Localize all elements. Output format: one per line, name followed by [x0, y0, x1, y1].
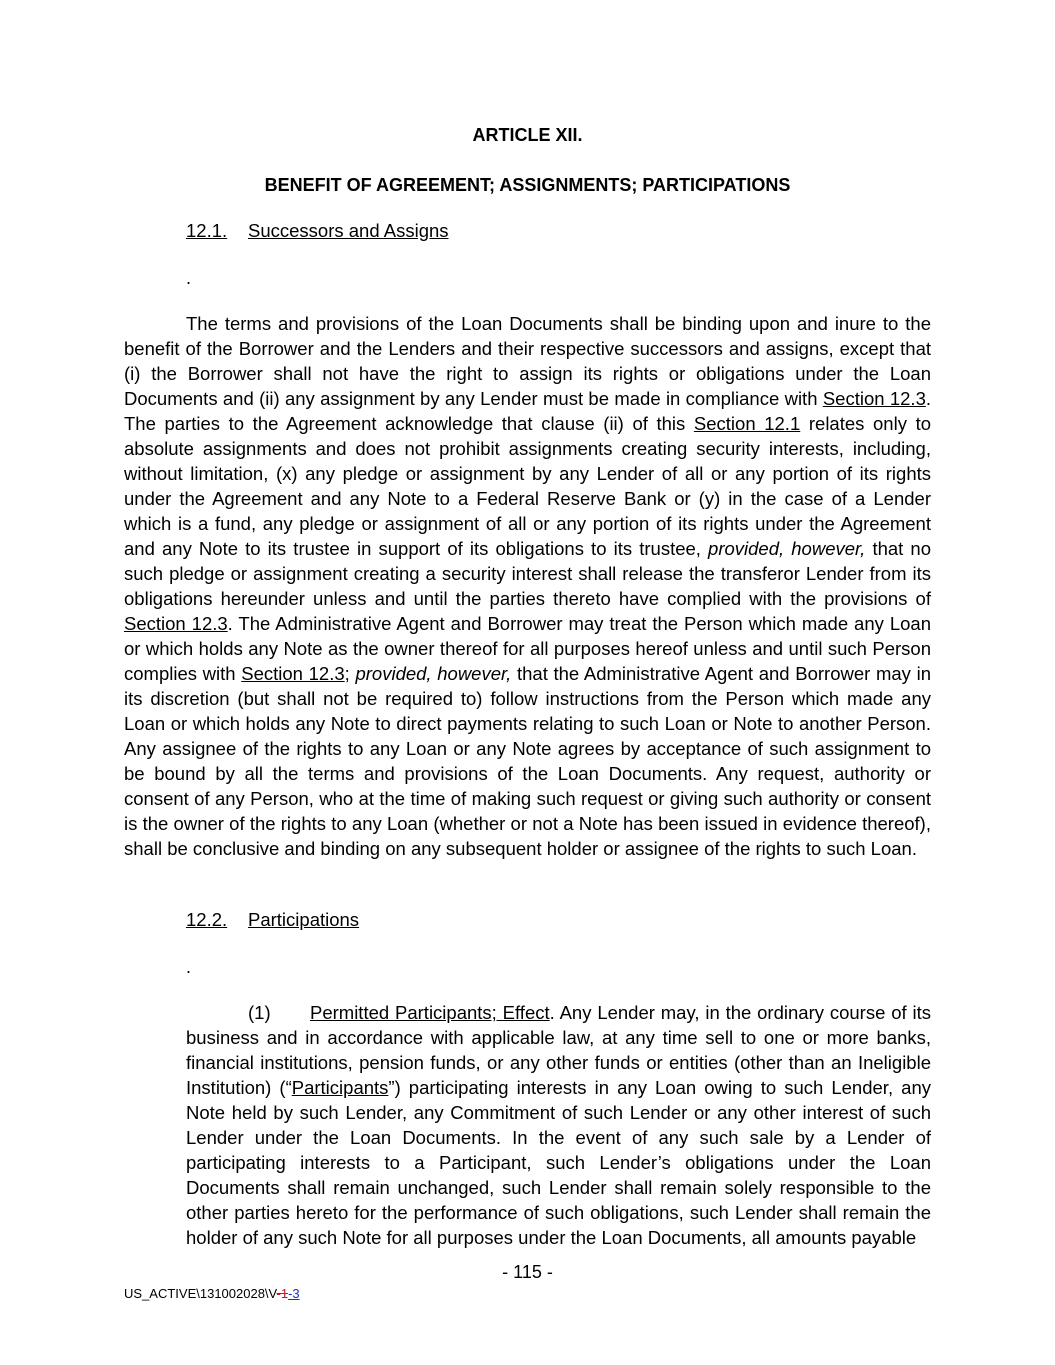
doc-id-deleted-revision: -1 [276, 1286, 289, 1301]
article-subtitle: BENEFIT OF AGREEMENT; ASSIGNMENTS; PARTICIPATIONS [264, 175, 791, 195]
section-12-2-heading [186, 909, 359, 931]
section-title: Participations [248, 909, 360, 930]
paragraph-text: The terms and provisions of the Loan Documents shall be binding upon and inure to the benefit of the Borrower and the Lenders and their respective successors and assigns, except that (i) the Borrower shall not have the right to assign its rights or obligations under the Loan Documents and (ii) any assignment by any Lender must be made in compliance with [124, 313, 931, 409]
section-title: Successors and Assigns [248, 220, 449, 241]
item-number: (1) [248, 1002, 271, 1023]
article-title: ARTICLE XII. [472, 125, 583, 145]
paragraph-text: . The parties to the Agreement acknowledge that clause (ii) of this [124, 388, 931, 434]
italic-proviso: provided, however, [355, 663, 512, 684]
section-12-1-paragraph [124, 311, 931, 861]
paragraph-text: that the Administrative Agent and Borrower may in its discretion (but shall not be required to) follow instructions from the Person which made any Loan or which holds any Note to direct payments relating to such Loan or Note to another Person. Any assignee of the rights to any Loan or any Note agrees by acceptance of such assignment to be bound by all the terms and provisions of the Loan Documents. Any request, authority or consent of any Person, who at the time of making such request or giving such authority or consent is the owner of the rights to any Loan (whether or not a Note has been issued in evidence thereof), shall be conclusive and binding on any subsequent holder or assignee of the rights to such Loan. [124, 663, 932, 859]
defined-term: Participants [291, 1077, 389, 1098]
section-reference-link: Section 12.1 [693, 413, 801, 434]
doc-id-prefix: US_ACTIVE\131002028\V [124, 1286, 277, 1301]
paragraph-text: . The Administrative Agent and Borrower may treat the Person which made any Loan or which holds any Note as the owner thereof for all purposes hereof unless and until such Person complies with [124, 613, 931, 684]
section-number: 12.2. [186, 909, 228, 930]
paragraph-text: ; [344, 663, 356, 684]
section-12-1-heading [186, 220, 449, 242]
paragraph-text: that no such pledge or assignment creating a security interest shall release the transferor Lender from its obligations hereunder unless and until the parties thereto have complied with the provisions of [124, 538, 932, 609]
section-12-2-paragraph [186, 1000, 931, 1250]
section-reference-link: Section 12.3 [822, 388, 926, 409]
document-id [124, 1286, 300, 1301]
section-number: 12.1. [186, 220, 228, 241]
item-title: Permitted Participants; Effect [310, 1002, 550, 1023]
section-dot: . [186, 957, 192, 977]
section-reference-link: Section 12.3 [124, 613, 228, 634]
italic-proviso: provided, however, [708, 538, 866, 559]
section-reference-link: Section 12.3 [241, 663, 345, 684]
paragraph-text: ”) participating interests in any Loan owing to such Lender, any Note held by such Lender, any Commitment of such Lender or any other interest of such Lender under the Loan Documents. In the event of any such sale by a Lender of participating interests to a Participant, such Lender’s obligations under the Loan Documents shall remain unchanged, such Lender shall remain solely responsible to the other parties hereto for the performance of such obligations, such Lender shall remain the holder of any such Note for all purposes under the Loan Documents, all amounts payable [186, 1077, 931, 1248]
page-number: - 115 - [502, 1262, 553, 1282]
section-dot: . [186, 268, 192, 288]
paragraph-text: relates only to absolute assignments and does not prohibit assignments creating security interests, including, without limitation, (x) any pledge or assignment by any Lender of all or any portion of its rights under the Agreement and any Note to a Federal Reserve Bank or (y) in the case of a Lender which is a fund, any pledge or assignment of all or any portion of its rights under the Agreement and any Note to its trustee in support of its obligations to its trustee, [124, 413, 931, 559]
paragraph-text: . Any Lender may, in the ordinary course of its business and in accordance with applicable law, at any time sell to one or more banks, financial institutions, pension funds, or any other funds or entities (other than an Ineligible Institution) (“ [186, 1002, 931, 1098]
doc-id-inserted-revision: -3 [288, 1286, 300, 1301]
